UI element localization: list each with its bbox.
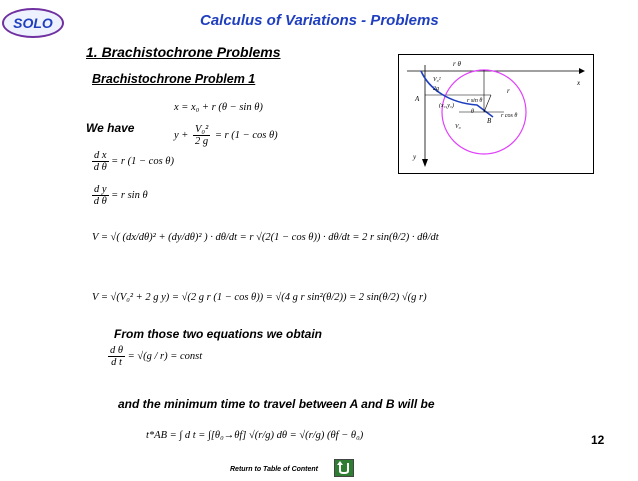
dx-num: d x xyxy=(94,150,107,161)
equation-dy xyxy=(92,184,148,207)
solo-badge: SOLO xyxy=(2,8,64,38)
label-x-axis: x xyxy=(577,79,581,87)
min-time-label: and the minimum time to travel between A and B will be xyxy=(118,397,435,411)
label-r-sin: r sin θ xyxy=(467,98,483,104)
label-theta: θ xyxy=(471,109,474,115)
return-to-toc-link[interactable]: Return to Table of Content xyxy=(230,466,319,473)
equation-v2: V = √(V₀² + 2 g y) = √(2 g r (1 − cos θ)) = √(4 g r sin²(θ/2)) = 2 sin(θ/2) √(g r) xyxy=(92,292,427,303)
equation-y-frac-num: V₀² xyxy=(195,124,209,135)
section-title: 1. Brachistochrone Problems xyxy=(86,44,281,60)
equation-dx xyxy=(92,150,174,173)
subsection-title: Brachistochrone Problem 1 xyxy=(92,72,256,86)
dtheta-rhs: = √(g / r) = const xyxy=(127,350,203,362)
page-number: 12 xyxy=(591,433,605,447)
radius-line xyxy=(484,95,491,112)
from-two-label: From those two equations we obtain xyxy=(114,327,323,341)
dy-rhs: = r sin θ xyxy=(111,189,148,201)
label-point-b: B xyxy=(487,117,492,125)
dy-den: d θ xyxy=(93,196,107,207)
label-y-axis: y xyxy=(413,153,417,161)
y-axis-arrow xyxy=(422,159,428,167)
return-icon[interactable] xyxy=(334,459,354,477)
label-center: (x꜀,y꜀) xyxy=(439,103,454,109)
equation-y xyxy=(174,124,278,147)
label-r: r xyxy=(507,87,510,95)
equation-y-rhs: = r (1 − cos θ) xyxy=(214,129,278,141)
x-axis-arrow xyxy=(579,68,585,74)
equation-v1: V = √( (dx/dθ)² + (dy/dθ)² ) · dθ/dt = r √(2(1 − cos θ)) · dθ/dt = 2 r sin(θ/2) · dθ/dt xyxy=(92,232,439,243)
dx-rhs: = r (1 − cos θ) xyxy=(111,155,174,167)
label-v0sq-num: V₀² xyxy=(433,77,441,83)
label-r-theta: r θ xyxy=(453,60,461,68)
equation-y-lhs: y + xyxy=(174,129,189,141)
trajectory-curve xyxy=(421,71,493,117)
label-v0sq-den: 2g xyxy=(433,86,439,92)
equation-x: x = x₀ + r (θ − sin θ) xyxy=(174,102,263,113)
return-icon-svg xyxy=(335,460,353,476)
label-v0: V₀ xyxy=(455,124,461,130)
dy-num: d y xyxy=(94,184,107,195)
dtheta-den: d t xyxy=(111,357,122,368)
label-point-a: A xyxy=(415,95,420,103)
label-r-cos: r cos θ xyxy=(501,113,518,119)
page-title: Calculus of Variations - Problems xyxy=(200,12,439,29)
dtheta-num: d θ xyxy=(110,345,124,356)
equation-tab: t*AB = ∫ d t = ∫[θ₀→θf] √(r/g) dθ = √(r/g) (θf − θ₀) xyxy=(146,430,364,441)
diagram-svg xyxy=(399,55,593,173)
equation-y-frac-den: 2 g xyxy=(195,136,209,147)
brachistochrone-diagram xyxy=(398,54,594,174)
we-have-label: We have xyxy=(86,121,135,135)
equation-dtheta xyxy=(108,345,202,368)
dx-den: d θ xyxy=(93,162,107,173)
